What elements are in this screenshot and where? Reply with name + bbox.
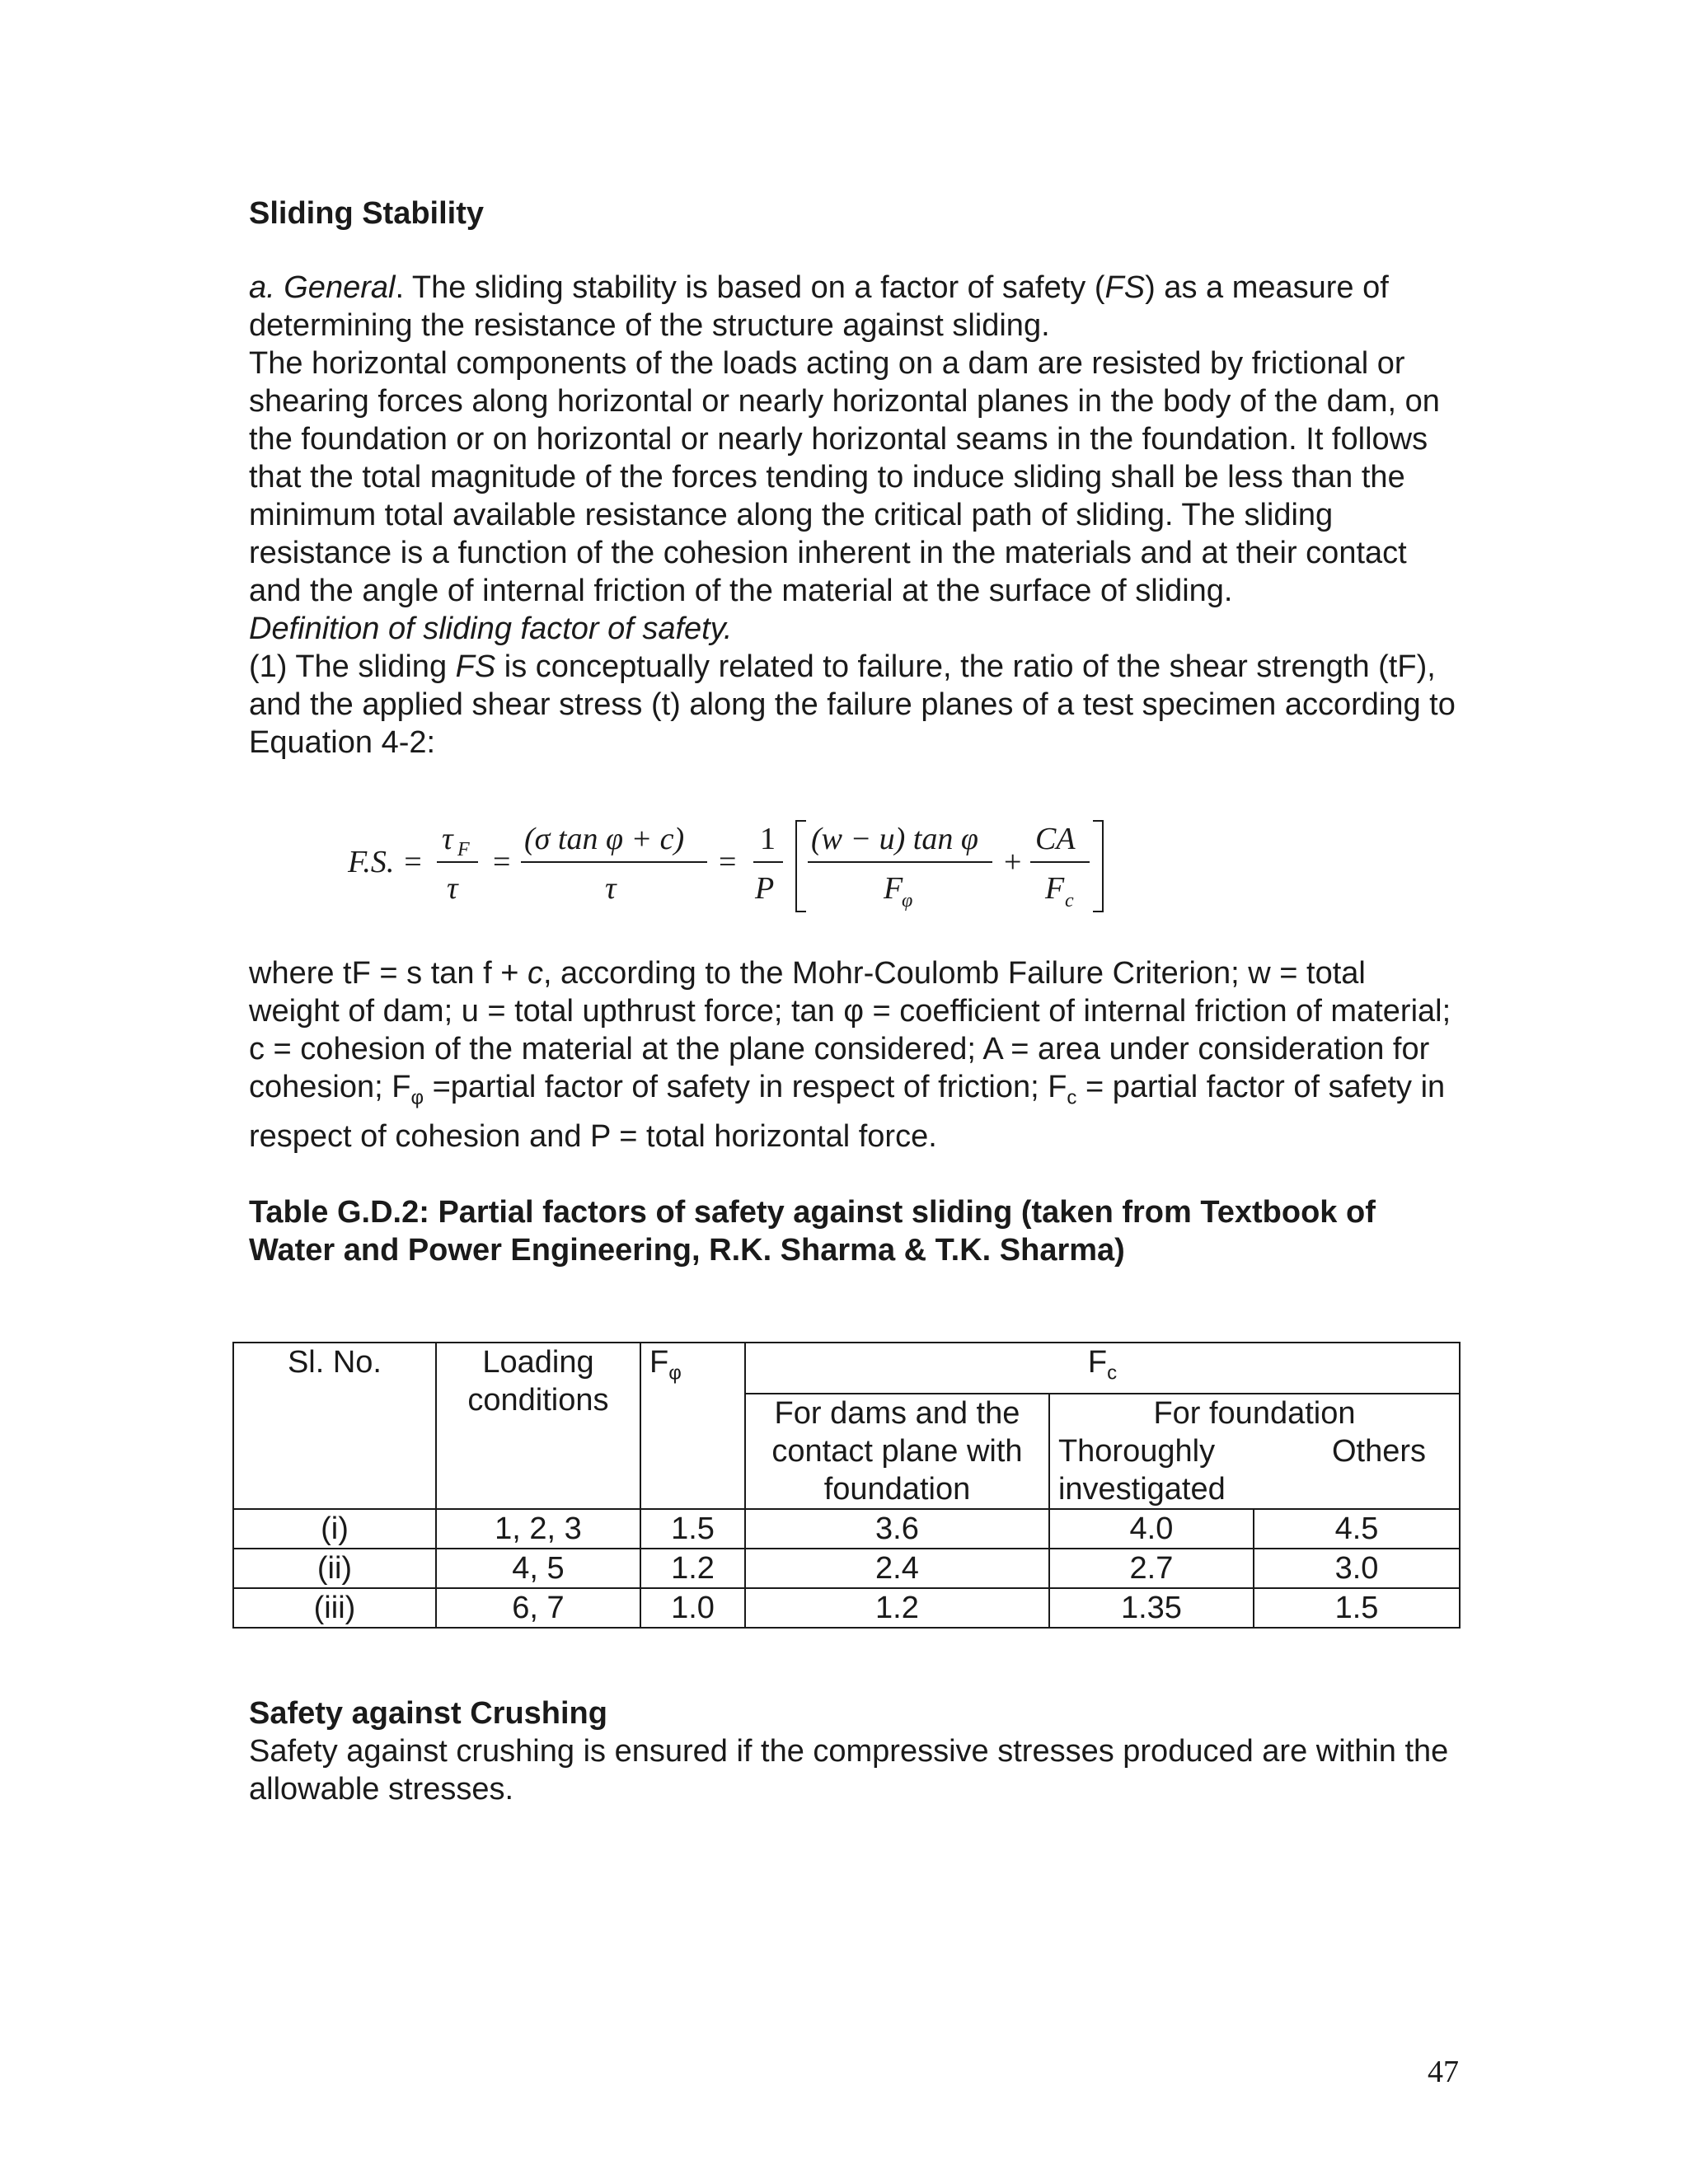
- main-content: [249, 194, 1461, 1269]
- svg-text:1: 1: [760, 822, 776, 856]
- table-row: (ii) 4, 5 1.2 2.4 2.7 3.0: [233, 1549, 1460, 1588]
- svg-text:CA: CA: [1035, 822, 1076, 856]
- general-paragraph: a. General. The sliding stability is based on a factor of safety (FS) as a measure of determining the resistance of the structure against sliding.: [249, 270, 1389, 343]
- subheader-dams: For dams and the contact plane with foundation: [745, 1394, 1049, 1509]
- header-f-phi: $F_\varphi$: [640, 1343, 745, 1509]
- where-paragraph: where tF = s tan f + c, according to the Mohr-Coulomb Failure Criterion; w = total weight of dam; u = total upthrust force; tan φ = coefficient of internal friction of material; c = cohesion of the material at the plane considered; A = area under consideration for cohesion; $F_\varphi$ =partial factor of safety in respect of friction; $F_c$ = partial factor of safety in respect of cohesion and P = total horizontal force.: [249, 956, 1451, 1154]
- crushing-body: Safety against crushing is ensured if the compressive stresses produced are within the allowable stresses.: [249, 1734, 1449, 1807]
- svg-text:φ: φ: [902, 890, 913, 912]
- general-body: The horizontal components of the loads acting on a dam are resisted by frictional or shearing forces along horizontal or nearly horizontal planes in the body of the dam, on the foundation or on horizontal or nearly horizontal seams in the foundation. It follows that the total magnitude of the forces tending to induce sliding shall be less than the minimum total available resistance along the critical path of sliding. The sliding resistance is a function of the cohesion inherent in the materials and at their contact and the angle of internal friction of the material at the surface of sliding.: [249, 346, 1440, 608]
- svg-text:F: F: [457, 839, 470, 860]
- subheader-others: Others: [1331, 1433, 1426, 1469]
- section-title: Sliding Stability: [249, 196, 485, 231]
- svg-text:(σ tan φ + c): (σ tan φ + c): [524, 822, 685, 856]
- svg-text:c: c: [1065, 890, 1074, 912]
- svg-text:τ: τ: [442, 822, 453, 856]
- equation-4-2: [249, 799, 1461, 923]
- eq-lhs: F.S. =: [348, 845, 424, 879]
- svg-text:F: F: [1045, 871, 1065, 906]
- svg-text:τ: τ: [447, 871, 458, 906]
- safety-factors-table: [232, 1342, 1461, 1629]
- page-number: 47: [1428, 2055, 1459, 2089]
- svg-text:F: F: [884, 871, 903, 906]
- crushing-section: [249, 1694, 1461, 1808]
- subheader-foundation: For foundation Thoroughly investigated Others: [1049, 1394, 1460, 1509]
- svg-text:(w − u) tan φ: (w − u) tan φ: [811, 822, 978, 856]
- definition-title: Definition of sliding factor of safety.: [249, 612, 733, 646]
- svg-text:=: =: [493, 845, 511, 879]
- table-caption: Table G.D.2: Partial factors of safety against sliding (taken from Textbook of Water and Power Engineering, R.K. Sharma & T.K. Sharma): [249, 1194, 1376, 1268]
- svg-text:P: P: [755, 871, 775, 906]
- crushing-title: Safety against Crushing: [249, 1696, 607, 1731]
- header-f-c: $F_c$: [745, 1343, 1460, 1394]
- header-sl-no: Sl. No.: [233, 1343, 436, 1509]
- general-lead: a. General: [249, 270, 396, 305]
- svg-text:=: =: [719, 845, 737, 879]
- header-loading-conditions: Loading conditions: [436, 1343, 640, 1509]
- equation-graphic: [348, 799, 1254, 923]
- subheader-thoroughly: Thoroughly investigated: [1057, 1433, 1226, 1507]
- svg-text:τ: τ: [605, 871, 617, 906]
- definition-paragraph: (1) The sliding FS is conceptually related to failure, the ratio of the shear strength (tF), and the applied shear stress (t) along the failure planes of a test specimen according to Equation 4-2:: [249, 649, 1456, 760]
- table-header-row: [233, 1343, 1460, 1394]
- table-row: (i) 1, 2, 3 1.5 3.6 4.0 4.5: [233, 1509, 1460, 1549]
- svg-text:+: +: [1004, 845, 1022, 879]
- table-row: (iii) 6, 7 1.0 1.2 1.35 1.5: [233, 1588, 1460, 1628]
